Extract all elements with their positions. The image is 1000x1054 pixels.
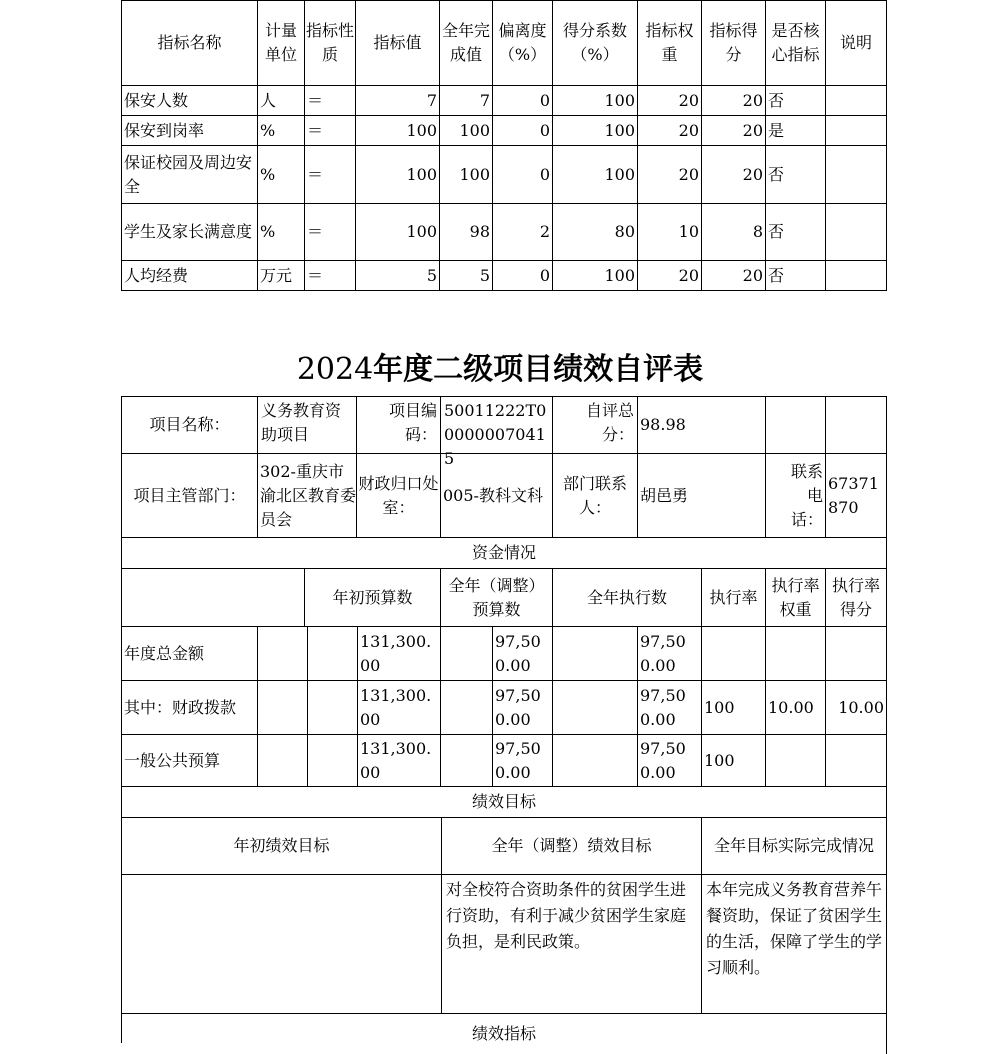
blank-cell [441,735,493,787]
funds-rate-value: 100 [702,681,766,735]
project-name-label: 项目名称： [122,397,258,454]
table-cell-score: 20 [702,86,766,116]
dept-value: 302-重庆市渝北区教育委员会 [258,454,357,538]
table-cell-coef: 100 [553,146,638,204]
header-note: 说明 [826,1,887,86]
funds-rate-value: 100 [702,735,766,787]
table-cell-actual: 100 [440,146,493,204]
dept-label: 项目主管部门： [122,454,258,538]
funds-score-value [826,735,887,787]
page-title [0,348,1000,392]
funds-header-weight: 执行率权重 [766,569,826,627]
table-cell-target: 100 [356,116,440,146]
goals-initial-content [122,875,442,1014]
table-cell-actual: 7 [440,86,493,116]
blank-cell [308,627,358,681]
funds-header-rate: 执行率 [702,569,766,627]
table-cell-unit: 万元 [258,261,305,291]
blank-cell [553,681,638,735]
goals-section-title: 绩效目标 [122,787,887,818]
table-cell-actual: 98 [440,204,493,261]
project-code-value: 50011222T000000070415 [441,397,553,454]
blank-cell [308,681,358,735]
funds-weight-value [766,627,826,681]
funds-weight-value: 10.00 [766,681,826,735]
header-unit: 计量单位 [258,1,305,86]
table-cell-deviation: 2 [493,204,553,261]
table-cell-deviation: 0 [493,116,553,146]
funds-score-value: 10.00 [826,681,887,735]
blank-cell [553,735,638,787]
funds-executed-value: 97,500.00 [638,735,702,787]
funds-header-adjusted: 全年（调整）预算数 [441,569,553,627]
header-score: 指标得分 [702,1,766,86]
header-indicator-name: 指标名称 [122,1,258,86]
table-cell-weight: 20 [638,116,702,146]
indicators-section-title: 绩效指标 [122,1014,887,1054]
funds-adjusted-value: 97,500.00 [493,681,553,735]
project-code-label: 项目编码： [357,397,441,454]
funds-row-label: 年度总金额 [122,627,258,681]
table-cell-target: 100 [356,146,440,204]
table-cell-weight: 10 [638,204,702,261]
goals-header-adjusted: 全年（调整）绩效目标 [442,818,702,875]
blank-cell [258,735,308,787]
funds-section-title: 资金情况 [122,538,887,569]
table-cell-weight: 20 [638,86,702,116]
blank-cell [441,681,493,735]
goals-header-actual: 全年目标实际完成情况 [702,818,887,875]
table-cell-core: 否 [766,261,826,291]
table-cell-score: 20 [702,116,766,146]
table-cell-actual: 100 [440,116,493,146]
table-cell-target: 7 [356,86,440,116]
table-cell-coef: 100 [553,86,638,116]
project-name-value: 义务教育资助项目 [258,397,357,454]
funds-adjusted-value: 97,500.00 [493,627,553,681]
table-cell-target: 5 [356,261,440,291]
blank-cell [766,397,826,454]
table-cell-nature: ＝ [305,204,356,261]
table-cell-name: 保安人数 [122,86,258,116]
table-cell-actual: 5 [440,261,493,291]
table-cell-unit: 人 [258,86,305,116]
table-cell-deviation: 0 [493,86,553,116]
header-actual-value: 全年完成值 [440,1,493,86]
table-cell-note [826,86,887,116]
table-cell-target: 100 [356,204,440,261]
table-cell-score: 20 [702,261,766,291]
funds-score-value [826,627,887,681]
header-deviation: 偏离度（%） [493,1,553,86]
header-score-coef: 得分系数（%） [553,1,638,86]
goals-header-initial: 年初绩效目标 [122,818,442,875]
contact-value: 胡邑勇 [638,454,766,538]
blank-cell [258,681,308,735]
blank-cell [553,627,638,681]
self-score-label: 自评总分： [553,397,638,454]
funds-header-blank [122,569,305,627]
table-cell-unit: % [258,116,305,146]
table-cell-coef: 100 [553,116,638,146]
table-cell-note [826,116,887,146]
self-eval-table [121,396,887,1043]
table-cell-core: 是 [766,116,826,146]
table-cell-name: 学生及家长满意度 [122,204,258,261]
contact-label: 部门联系人： [553,454,638,538]
table-cell-nature: ＝ [305,146,356,204]
table-cell-score: 8 [702,204,766,261]
funds-adjusted-value: 97,500.00 [493,735,553,787]
table-cell-weight: 20 [638,146,702,204]
funds-initial-value: 131,300.00 [358,681,441,735]
table-cell-note [826,146,887,204]
table-cell-note [826,204,887,261]
table-cell-deviation: 0 [493,146,553,204]
goals-actual-content: 本年完成义务教育营养午餐资助，保证了贫困学生的生活，保障了学生的学习顺利。 [702,875,887,1014]
funds-header-executed: 全年执行数 [553,569,702,627]
funds-weight-value [766,735,826,787]
phone-label: 联系电话： [766,454,826,538]
table-cell-coef: 100 [553,261,638,291]
finance-label: 财政归口处室： [357,454,441,538]
goals-adjusted-content: 对全校符合资助条件的贫困学生进行资助，有利于减少贫困学生家庭负担，是利民政策。 [442,875,702,1014]
title-year: 2024 [296,352,374,387]
funds-row-label: 一般公共预算 [122,735,258,787]
table-cell-core: 否 [766,204,826,261]
funds-executed-value: 97,500.00 [638,627,702,681]
funds-row-label: 其中：财政拨款 [122,681,258,735]
table-cell-name: 人均经费 [122,261,258,291]
header-core: 是否核心指标 [766,1,826,86]
header-weight: 指标权重 [638,1,702,86]
title-text: 年度二级项目绩效自评表 [373,352,704,387]
blank-cell [258,627,308,681]
table-cell-note [826,261,887,291]
header-target-value: 指标值 [356,1,440,86]
blank-cell [441,627,493,681]
table-cell-score: 20 [702,146,766,204]
funds-rate-value [702,627,766,681]
phone-value: 67371870 [826,454,887,538]
funds-executed-value: 97,500.00 [638,681,702,735]
table-cell-core: 否 [766,146,826,204]
header-nature: 指标性质 [305,1,356,86]
funds-header-score: 执行率得分 [826,569,887,627]
table-cell-nature: ＝ [305,116,356,146]
funds-header-initial: 年初预算数 [305,569,441,627]
table-cell-name: 保安到岗率 [122,116,258,146]
table-cell-weight: 20 [638,261,702,291]
table-cell-core: 否 [766,86,826,116]
blank-cell [826,397,887,454]
table-cell-name: 保证校园及周边安全 [122,146,258,204]
table-cell-coef: 80 [553,204,638,261]
table-cell-deviation: 0 [493,261,553,291]
funds-initial-value: 131,300.00 [358,735,441,787]
table-cell-unit: % [258,204,305,261]
self-score-value: 98.98 [638,397,766,454]
blank-cell [308,735,358,787]
table-cell-nature: ＝ [305,86,356,116]
table-cell-nature: ＝ [305,261,356,291]
funds-initial-value: 131,300.00 [358,627,441,681]
table-cell-unit: % [258,146,305,204]
indicator-table [121,0,887,291]
finance-value: 005-教科文科 [441,454,553,538]
